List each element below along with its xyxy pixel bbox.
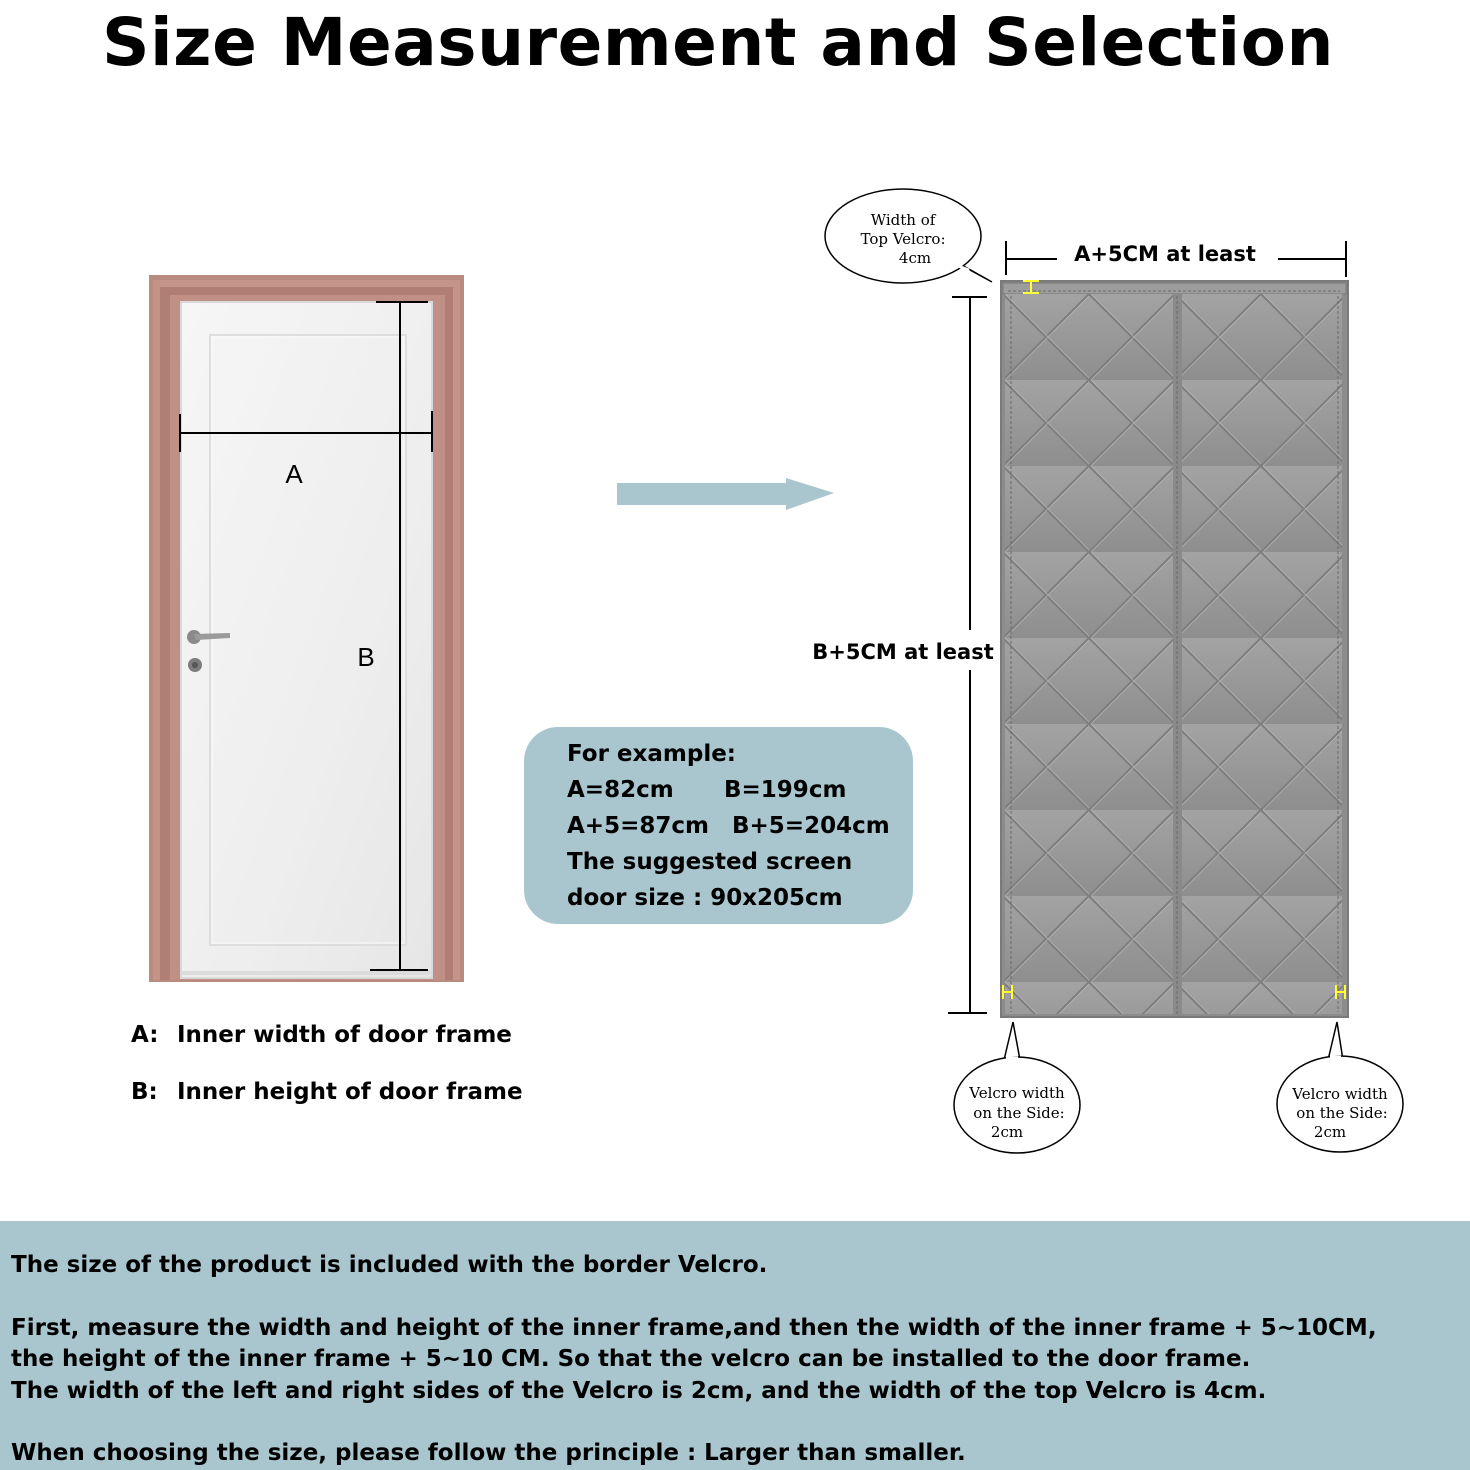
example-a-plus: A+5=87cm <box>567 813 709 839</box>
right-velcro-line-3: 2cm <box>1313 1123 1347 1141</box>
curtain-right-panel <box>1182 294 1342 1014</box>
left-velcro-line-3: 2cm <box>990 1123 1024 1141</box>
note-measure-2: the height of the inner frame + 5~10 CM. So that the velcro can be installed to the door frame. <box>11 1346 1251 1372</box>
left-velcro-line-2: on the Side: <box>973 1104 1065 1122</box>
width-dimension-label: A+5CM at least <box>1074 242 1256 266</box>
curtain-left-panel <box>1005 294 1173 1014</box>
legend-key-a: A: <box>131 1022 159 1048</box>
top-velcro-callout <box>825 189 992 283</box>
example-b-plus: B+5=204cm <box>732 813 890 839</box>
left-velcro-line-1: Velcro width <box>969 1084 1065 1102</box>
right-velcro-line-1: Velcro width <box>1292 1085 1388 1103</box>
top-velcro-line-2: Top Velcro: <box>860 230 946 248</box>
example-b: B=199cm <box>724 777 847 803</box>
legend-item-a <box>131 1022 512 1048</box>
note-measure-1: First, measure the width and height of the inner frame,and then the width of the inner frame + 5~10CM, <box>11 1315 1377 1341</box>
example-a: A=82cm <box>567 777 674 803</box>
door-illustration <box>149 275 464 982</box>
door-panel <box>181 302 432 978</box>
legend-key-b: B: <box>131 1079 158 1105</box>
example-suggestion-1: The suggested screen <box>567 849 853 875</box>
top-velcro-line-1: Width of <box>870 211 936 229</box>
legend-text-a: Inner width of door frame <box>177 1022 512 1048</box>
label-b: B <box>357 642 375 672</box>
example-suggestion-2: door size : 90x205cm <box>567 885 843 911</box>
legend-text-b: Inner height of door frame <box>177 1079 523 1105</box>
page-title: Size Measurement and Selection <box>102 4 1334 81</box>
notes-panel <box>0 1221 1470 1470</box>
top-velcro-line-3: 4cm <box>898 249 932 267</box>
example-panel <box>524 727 913 924</box>
legend-item-b <box>131 1079 523 1105</box>
height-dimension-label: B+5CM at least <box>812 640 994 664</box>
right-velcro-callout <box>1277 1022 1403 1152</box>
curtain-illustration <box>948 241 1348 1017</box>
example-heading: For example: <box>567 741 736 767</box>
right-velcro-line-2: on the Side: <box>1296 1104 1388 1122</box>
note-included: The size of the product is included with the border Velcro. <box>11 1252 768 1278</box>
left-velcro-callout <box>954 1022 1080 1153</box>
note-principle: When choosing the size, please follow the principle : Larger than smaller. <box>11 1440 966 1466</box>
note-velcro-widths: The width of the left and right sides of the Velcro is 2cm, and the width of the top Velcro is 4cm. <box>11 1378 1267 1404</box>
label-a: A <box>285 459 303 489</box>
right-arrow-icon <box>617 478 834 510</box>
